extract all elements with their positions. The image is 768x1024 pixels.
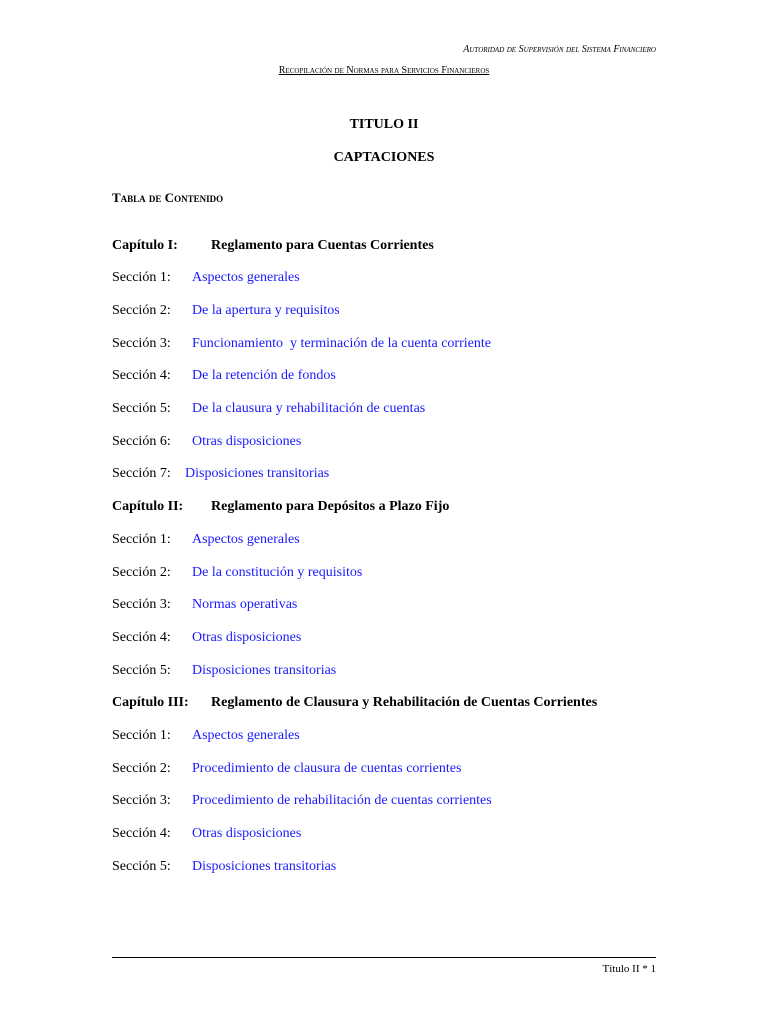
section-label: Sección 1: xyxy=(112,270,171,285)
toc-entry xyxy=(112,269,300,286)
document-subtitle: CAPTACIONES xyxy=(333,150,435,165)
toc-entry xyxy=(112,792,492,809)
section-link[interactable]: Procedimiento de rehabilitación de cuentas corrientes xyxy=(192,793,492,808)
chapter-name: Reglamento para Depósitos a Plazo Fijo xyxy=(211,499,450,514)
section-label: Sección 5: xyxy=(112,859,171,874)
section-link[interactable]: De la apertura y requisitos xyxy=(192,303,340,318)
section-label: Sección 1: xyxy=(112,728,171,743)
toc-entry xyxy=(112,400,425,417)
chapter-label: Capítulo III: xyxy=(112,695,189,710)
section-label: Sección 3: xyxy=(112,597,171,612)
chapter-name: Reglamento para Cuentas Corrientes xyxy=(211,238,434,253)
toc-entry xyxy=(112,727,300,744)
toc-entry xyxy=(112,662,336,679)
footer-page-number: Título II * 1 xyxy=(602,963,656,975)
section-link[interactable]: Otras disposiciones xyxy=(192,826,302,841)
section-link[interactable]: Funcionamiento y terminación de la cuenta corriente xyxy=(192,336,491,351)
section-label: Sección 7: xyxy=(112,466,171,481)
chapter-heading xyxy=(112,498,449,515)
section-link[interactable]: Disposiciones transitorias xyxy=(192,663,337,678)
toc-entry xyxy=(112,335,491,352)
chapter-name: Reglamento de Clausura y Rehabilitación de Cuentas Corrientes xyxy=(211,695,598,710)
section-link[interactable]: Procedimiento de clausura de cuentas corrientes xyxy=(192,761,462,776)
toc-entry xyxy=(112,825,301,842)
toc-entry xyxy=(112,302,340,319)
section-label: Sección 5: xyxy=(112,663,171,678)
toc-entry xyxy=(112,367,336,384)
section-link[interactable]: De la clausura y rehabilitación de cuentas xyxy=(192,401,426,416)
toc-entry xyxy=(112,465,329,482)
toc-entry xyxy=(112,858,336,875)
section-label: Sección 4: xyxy=(112,368,171,383)
document-title: TITULO II xyxy=(349,117,419,132)
section-link[interactable]: De la retención de fondos xyxy=(192,368,336,383)
header-compilation: Recopilación de Normas para Servicios Financieros xyxy=(278,65,490,76)
toc-entry xyxy=(112,760,461,777)
section-label: Sección 2: xyxy=(112,303,171,318)
toc-entry xyxy=(112,531,300,548)
section-label: Sección 2: xyxy=(112,761,171,776)
section-label: Sección 2: xyxy=(112,565,171,580)
section-link[interactable]: Aspectos generales xyxy=(192,270,300,285)
section-link[interactable]: Otras disposiciones xyxy=(192,434,302,449)
chapter-heading xyxy=(112,694,597,711)
toc-entry xyxy=(112,433,301,450)
section-link[interactable]: Aspectos generales xyxy=(192,532,300,547)
chapter-heading xyxy=(112,237,434,254)
section-link[interactable]: Otras disposiciones xyxy=(192,630,302,645)
header-organization: Autoridad de Supervisión del Sistema Financiero xyxy=(463,44,656,55)
section-label: Sección 6: xyxy=(112,434,171,449)
section-label: Sección 4: xyxy=(112,826,171,841)
section-label: Sección 3: xyxy=(112,793,171,808)
section-link[interactable]: Disposiciones transitorias xyxy=(192,859,337,874)
section-label: Sección 1: xyxy=(112,532,171,547)
toc-entry xyxy=(112,564,362,581)
section-link[interactable]: Disposiciones transitorias xyxy=(185,466,330,481)
chapter-label: Capítulo II: xyxy=(112,499,184,514)
section-label: Sección 5: xyxy=(112,401,171,416)
toc-heading: Tabla de Contenido xyxy=(112,190,224,205)
footer-divider xyxy=(112,957,656,958)
section-link[interactable]: De la constitución y requisitos xyxy=(192,565,363,580)
chapter-label: Capítulo I: xyxy=(112,238,178,253)
section-link[interactable]: Aspectos generales xyxy=(192,728,300,743)
section-label: Sección 3: xyxy=(112,336,171,351)
section-link[interactable]: Normas operativas xyxy=(192,597,298,612)
section-label: Sección 4: xyxy=(112,630,171,645)
toc-entry xyxy=(112,629,301,646)
toc-entry xyxy=(112,596,297,613)
